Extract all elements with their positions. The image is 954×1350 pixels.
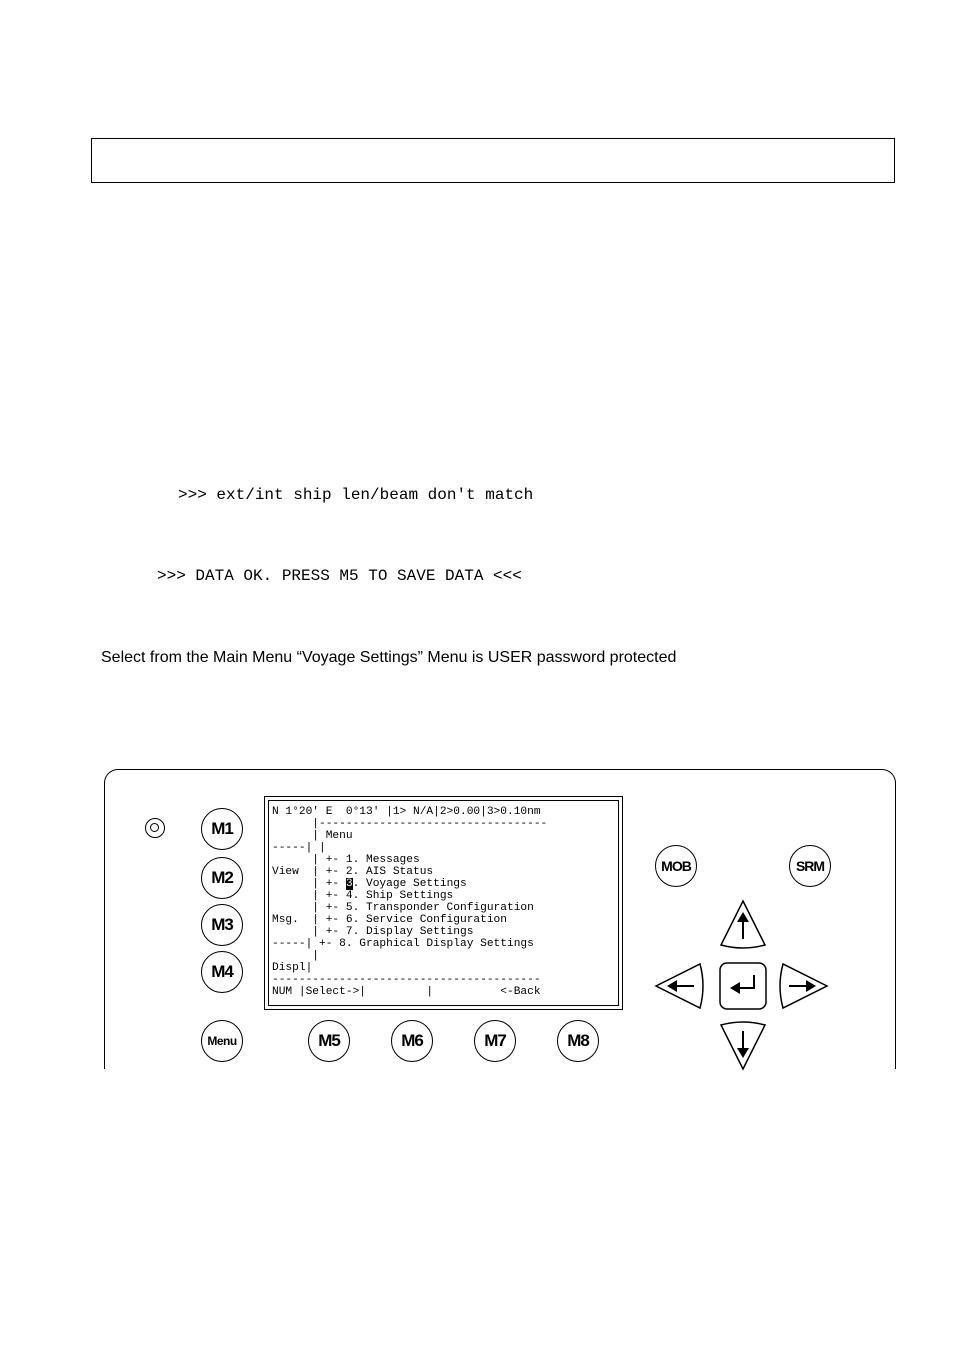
ship-mismatch-message: >>> ext/int ship len/beam don't match [178,486,534,504]
screen-menu-title: | Menu [272,830,353,842]
right-arrow-icon[interactable] [779,961,829,1011]
lcd-menu-text [272,806,547,998]
menu-item-messages[interactable]: | +- 1. Messages [272,854,420,866]
menu-item-graphical-display-settings[interactable]: -----| +- 8. Graphical Display Settings [272,938,534,950]
screen-status-line: N 1°20' E 0°13' |1> N/A|2>0.00|3>0.10nm [272,806,541,818]
instruction-paragraph: Select from the Main Menu “Voyage Settings” Menu is USER password protected [101,649,677,666]
m3-button[interactable]: M3 [201,904,243,946]
screen-separator: |---------------------------------- [272,818,548,830]
m7-button[interactable]: M7 [474,1020,516,1062]
m1-button[interactable]: M1 [201,808,243,850]
enter-icon[interactable] [718,961,768,1011]
left-arrow-icon[interactable] [654,961,704,1011]
m2-button[interactable]: M2 [201,857,243,899]
menu-button[interactable]: Menu [201,1020,243,1062]
menu-item-transponder-configuration[interactable]: | +- 5. Transponder Configuration [272,902,534,914]
m5-button[interactable]: M5 [308,1020,350,1062]
mob-button[interactable]: MOB [655,845,697,887]
menu-item-voyage-settings[interactable]: | +- 3. Voyage Settings [272,878,467,890]
down-arrow-icon[interactable] [718,1021,768,1071]
m4-button[interactable]: M4 [201,951,243,993]
menu-item-display-settings[interactable]: | +- 7. Display Settings [272,926,474,938]
menu-item-service-configuration[interactable]: Msg. | +- 6. Service Configuration [272,914,507,926]
screen-bottom-separator: ---------------------------------------- [272,974,541,986]
up-arrow-icon[interactable] [718,899,768,949]
screen-menu-stub: -----| | [272,842,326,854]
m8-button[interactable]: M8 [557,1020,599,1062]
screen-softkey-bar: NUM |Select->| | <-Back [272,986,541,998]
screen-blank-bar: | [272,950,319,962]
m6-button[interactable]: M6 [391,1020,433,1062]
menu-cursor: 3 [345,878,353,890]
status-led-icon [145,818,165,838]
screen-displ-label: Displ| [272,962,313,974]
menu-item-ship-settings[interactable]: | +- 4. Ship Settings [272,890,454,902]
srm-button[interactable]: SRM [789,845,831,887]
header-frame [91,138,895,183]
data-ok-message: >>> DATA OK. PRESS M5 TO SAVE DATA <<< [157,567,522,585]
menu-item-ais-status[interactable]: View | +- 2. AIS Status [272,866,434,878]
